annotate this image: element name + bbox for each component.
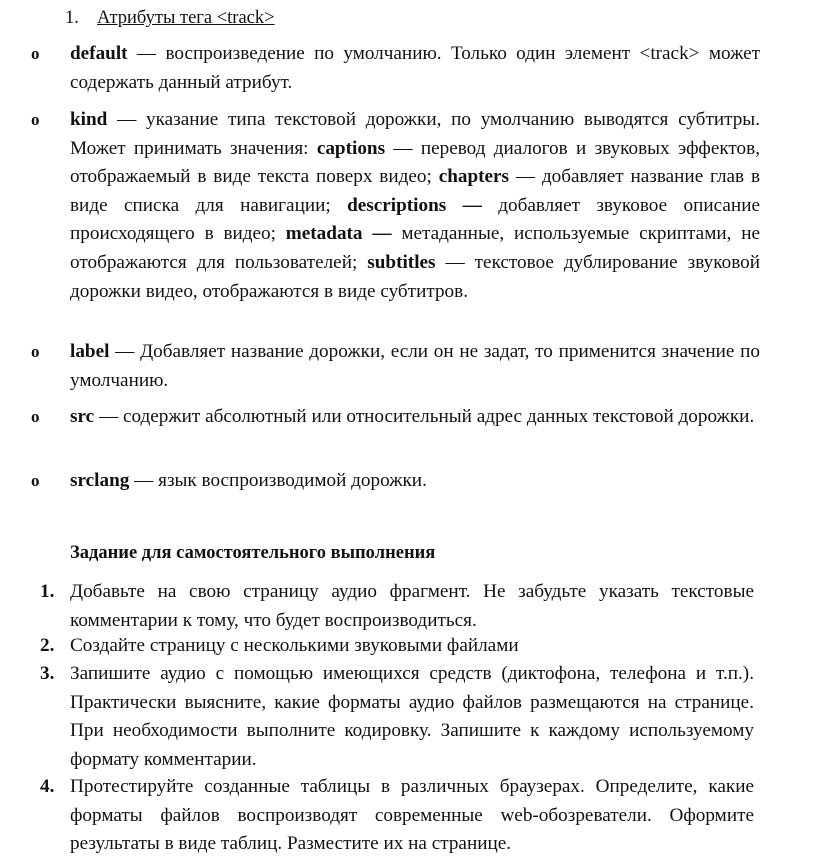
attribute-item-kind <box>31 106 761 306</box>
task-number: 4. <box>40 776 55 797</box>
task-section-title: Задание для самостоятельного выполнения <box>70 543 436 563</box>
heading-number: 1. <box>65 8 79 28</box>
value-keyword: chapters <box>438 166 510 188</box>
task-number: 3. <box>40 663 55 684</box>
task-number: 1. <box>40 581 55 602</box>
value-description: добавляет звуковое описание происходящего в видео; <box>70 194 760 245</box>
attribute-description: — язык воспроизводимой дорожки. <box>129 470 427 491</box>
value-keyword: subtitles <box>367 251 436 273</box>
attribute-item-label <box>31 338 760 395</box>
task-text: Создайте страницу с несколькими звуковыми файлами <box>70 635 519 656</box>
task-item-3 <box>40 660 754 774</box>
bullet-icon: o <box>31 471 40 490</box>
attribute-name: label <box>70 341 110 362</box>
bullet-icon: o <box>31 44 40 63</box>
value-keyword: descriptions — <box>347 194 482 216</box>
task-item-4 <box>40 773 754 859</box>
value-description: — перевод диалогов и звуковых эффектов, отображаемый в виде текста поверх видео; <box>70 137 760 188</box>
bullet-icon: o <box>31 407 40 426</box>
attribute-description: — указание типа текстовой дорожки, по умолчанию выводятся субтитры. Может принимать значения: <box>70 109 760 159</box>
task-number: 2. <box>40 635 55 656</box>
attribute-name: src <box>70 406 95 427</box>
value-description: метаданные, используемые скриптами, не отображаются для пользователей; <box>70 223 760 273</box>
task-text: Протестируйте созданные таблицы в различных браузерах. Определите, какие форматы файлов воспроизводят современные web-обозреватели. Оформите результаты в виде таблиц. Разместите их на странице. <box>70 776 754 855</box>
heading-title: Атрибуты тега <track> <box>97 8 275 28</box>
value-description: — текстовое дублирование звуковой дорожки видео, отображаются в виде субтитров. <box>70 251 760 302</box>
attribute-name: srclang <box>70 470 130 491</box>
attribute-name: kind <box>70 109 108 130</box>
task-text: Добавьте на свою страницу аудио фрагмент. Не забудьте указать текстовые комментарии к тому, что будет воспроизводиться. <box>70 581 754 631</box>
attribute-name: default <box>70 43 128 64</box>
value-description: — добавляет название глав в виде списка для навигации; <box>70 166 761 216</box>
value-keyword: captions <box>316 137 386 159</box>
attribute-description: — содержит абсолютный или относительный адрес данных текстовой дорожки. <box>94 406 755 427</box>
task-item-1 <box>40 578 754 635</box>
attribute-item-srclang <box>31 467 760 496</box>
value-keyword: metadata — <box>285 223 392 245</box>
task-item-2 <box>40 632 754 661</box>
attribute-description: — воспроизведение по умолчанию. Только один элемент <track> может содержать данный атрибут. <box>70 43 760 93</box>
bullet-icon: o <box>31 110 40 129</box>
attribute-description: — Добавляет название дорожки, если он не задат, то применится значение по умолчанию. <box>70 341 760 391</box>
attribute-item-default <box>31 40 760 97</box>
task-text: Запишите аудио с помощью имеющихся средств (диктофона, телефона и т.п.). Практически выясните, какие форматы аудио файлов размещаются на странице. При необходимости выполните кодировку. Запишите к каждому используемому формату комментарии. <box>70 663 754 770</box>
attribute-item-src <box>31 403 760 432</box>
bullet-icon: o <box>31 342 40 361</box>
